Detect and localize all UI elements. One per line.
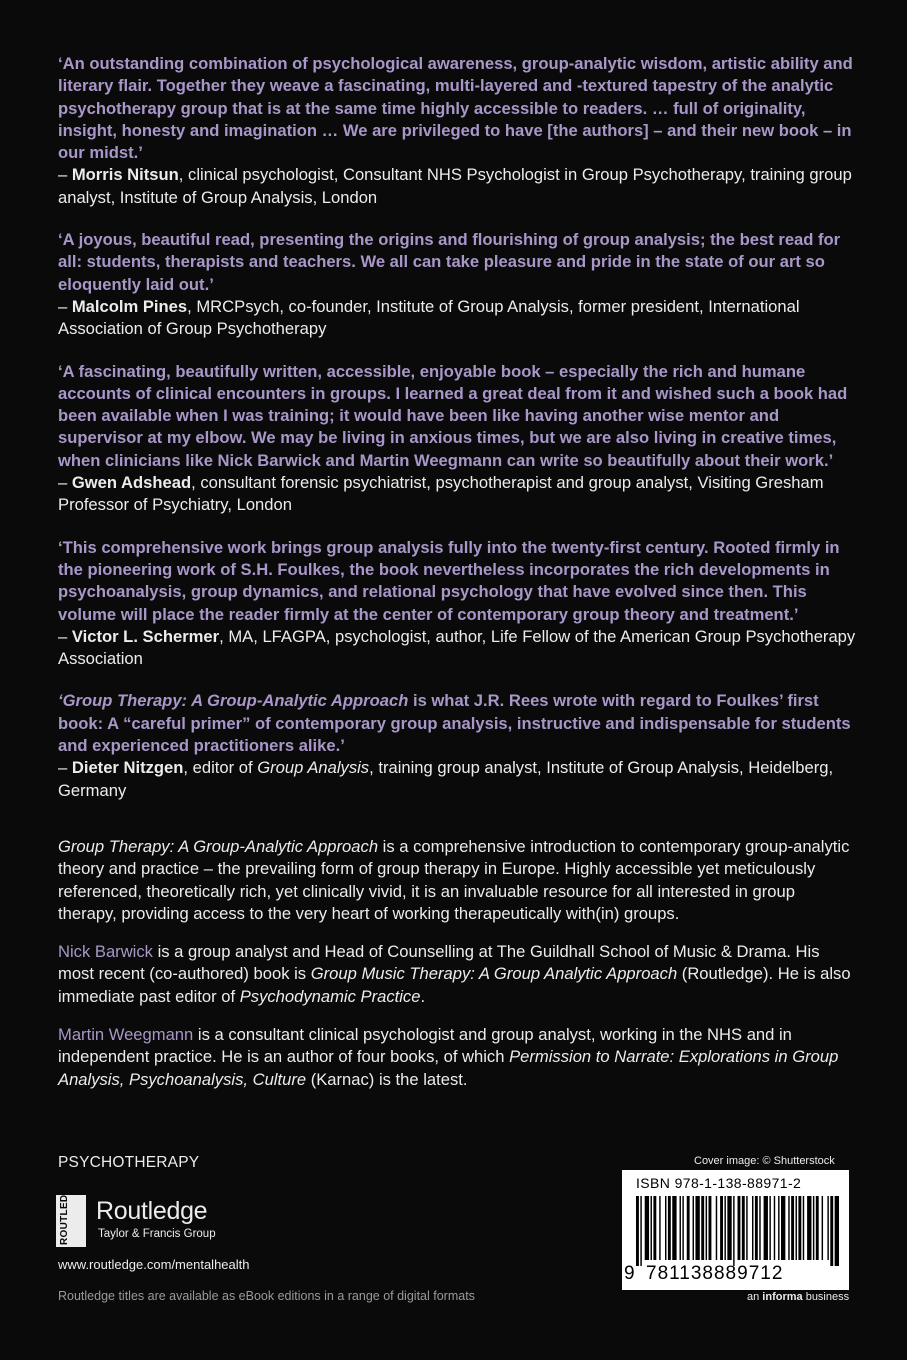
- barcode-bar: [788, 1196, 789, 1260]
- barcode-bar: [672, 1196, 676, 1260]
- barcode-bar: [764, 1196, 768, 1260]
- review-1: [58, 53, 858, 209]
- barcode-bar: [733, 1196, 734, 1266]
- barcode-bar: [645, 1196, 649, 1260]
- routledge-logo-mark: ROUTLEDGE: [56, 1195, 86, 1247]
- barcode-bar: [755, 1196, 758, 1260]
- routledge-logo: [56, 1179, 276, 1249]
- isbn-barcode: [622, 1170, 849, 1290]
- barcode-bar: [682, 1196, 683, 1260]
- barcode-bar: [653, 1196, 656, 1260]
- review-attribution: – Malcolm Pines, MRCPsych, co-founder, Institute of Group Analysis, former president, International Association of Group Psychotherapy: [58, 296, 800, 339]
- informa-business: an informa business: [747, 1291, 850, 1303]
- review-3: [58, 361, 858, 517]
- barcode-bar: [798, 1196, 801, 1260]
- review-attribution: – Morris Nitsun, clinical psychologist, Consultant NHS Psychologist in Group Psychotherapy, training group analyst, Institute of Group Analysis, London: [58, 165, 852, 207]
- book-description: Group Therapy: A Group-Analytic Approach is a comprehensive introduction to contemporary group-analytic theory and practice – the prevailing form of group therapy in Europe. Highly accessible yet meticulously referenced, theoretically rich, yet clinically vivid, it is an invaluable resource for all interested in group therapy, providing access to the very heart of working therapeutically with(in) groups.: [58, 836, 850, 923]
- barcode-bar: [680, 1196, 681, 1260]
- barcode-bar: [796, 1196, 797, 1260]
- publisher-group: Taylor & Francis Group: [98, 1228, 216, 1240]
- barcode-bar: [791, 1196, 794, 1260]
- barcode-bar: [659, 1196, 660, 1260]
- barcode-bar: [835, 1196, 839, 1266]
- barcode-bar: [727, 1196, 731, 1260]
- review-quote: ‘A fascinating, beautifully written, accessible, enjoyable book – especially the rich and humane accounts of clinical encounters in groups. I learned a great deal from it and wished such a book had been available when I was training; it would have been like having another wise mentor and supervisor at my elbow. We may be living in anxious times, but we are also living in creative times, when clinicians like Nick Barwick and Martin Weegmann can write so beautifully about their work.’: [58, 361, 848, 470]
- barcode-bar: [651, 1196, 652, 1260]
- cover-credit: Cover image: © Shutterstock: [694, 1155, 835, 1167]
- barcode-bar: [803, 1196, 804, 1260]
- barcode-bar: [816, 1196, 819, 1260]
- subject-category: PSYCHOTHERAPY: [58, 1154, 200, 1171]
- author-bio-weegmann: Martin Weegmann is a consultant clinical psychologist and group analyst, working in the NHS and in independent practice. He is an author of four books, of which Permission to Narrate: Explorations in Group Analysis, Psychoanalysis, Culture (Karnac) is the latest.: [58, 1024, 839, 1089]
- author-name: Martin Weegmann: [58, 1024, 194, 1044]
- barcode-bar: [695, 1196, 699, 1260]
- barcode-bar: [687, 1196, 690, 1260]
- barcode-bar: [759, 1196, 760, 1260]
- review-quote: ‘This comprehensive work brings group analysis fully into the twenty-first century. Rooted firmly in the pioneering work of S.H. Foulkes, the book nevertheless incorporates the rich developments in psychoanalysis, group dynamics, and relational psychology that have evolved since then. This volume will place the reader firmly at the center of contemporary group theory and treatment.’: [58, 537, 840, 624]
- barcode-bar: [778, 1196, 779, 1260]
- review-2: [58, 229, 858, 340]
- barcode-bar: [774, 1196, 775, 1260]
- review-attribution: – Gwen Adshead, consultant forensic psychiatrist, psychotherapist and group analyst, Visiting Gresham Professor of Psychiatry, London: [58, 473, 824, 515]
- reviewer-name: Malcolm Pines: [71, 296, 188, 316]
- reviewer-name: Victor L. Schermer: [71, 626, 220, 646]
- barcode-bar: [636, 1196, 639, 1266]
- reviewer-name: Dieter Nitzgen: [71, 758, 184, 778]
- barcode-bar: [769, 1196, 770, 1260]
- barcode-bar: [827, 1196, 828, 1260]
- barcode-bar: [813, 1196, 814, 1260]
- barcode-digits: 9 781138889712: [624, 1263, 784, 1284]
- review-quote: ‘A joyous, beautiful read, presenting the origins and flourishing of group analysis; the best read for all: students, therapists and teachers. We all can take pleasure and pride in the state of our art so eloquently laid out.’: [58, 230, 841, 294]
- barcode-bar: [781, 1196, 785, 1260]
- barcode-bar: [665, 1196, 666, 1260]
- review-attribution: – Victor L. Schermer, MA, LFAGPA, psychologist, author, Life Fellow of the American Group Psychotherapy Association: [58, 626, 856, 669]
- publisher-name: Routledge: [96, 1197, 208, 1225]
- barcode-bar: [822, 1196, 823, 1260]
- barcode-bar: [640, 1196, 641, 1266]
- barcode-bar: [701, 1196, 704, 1260]
- barcode-bar: [746, 1196, 747, 1260]
- isbn-label: ISBN 978-1-138-88971-2: [636, 1175, 802, 1191]
- barcode-bar: [693, 1196, 694, 1260]
- publisher-url[interactable]: www.routledge.com/mentalhealth: [58, 1257, 250, 1272]
- author-name: Nick Barwick: [58, 942, 153, 962]
- reviewer-name: Morris Nitsun: [71, 165, 179, 185]
- barcode-bar: [709, 1196, 712, 1260]
- barcode-bar: [807, 1196, 811, 1260]
- barcode-bar: [742, 1196, 745, 1260]
- review-4: [58, 537, 858, 671]
- review-quote: ‘Group Therapy: A Group-Analytic Approach is what J.R. Rees wrote with regard to Foulkes’ first book: A “careful primer” of contemporary group analysis, instructive and indispensable for students and experienced practitioners alike.’: [58, 691, 851, 756]
- barcode-bar: [706, 1196, 707, 1260]
- reviewer-name: Gwen Adshead: [71, 473, 192, 493]
- barcode-bars: [628, 1196, 843, 1266]
- review-quote: ‘An outstanding combination of psychological awareness, group-analytic wisdom, artistic ability and literary flair. Together they weave a fascinating, multi-layered and -textured tapestry of the analytic psychotherapy group that is at the same time highly accessible to readers. … full of originality, insight, honesty and imagination … We are privileged to have [the authors] – and their new book – in our midst.’: [58, 54, 853, 163]
- barcode-bar: [830, 1196, 833, 1266]
- barcode-bar: [752, 1196, 753, 1260]
- barcode-bar: [738, 1196, 741, 1260]
- ebook-note: Routledge titles are available as eBook editions in a range of digital formats: [58, 1289, 475, 1303]
- barcode-bar: [668, 1196, 671, 1260]
- review-attribution: – Dieter Nitzgen, editor of Group Analysis, training group analyst, Institute of Group Analysis, Heidelberg, Germany: [58, 758, 834, 800]
- barcode-bar: [720, 1196, 723, 1260]
- author-bio-barwick: Nick Barwick is a group analyst and Head of Counselling at The Guildhall School of Music & Drama. His most recent (co-authored) book is Group Music Therapy: A Group Analytic Approach (Routledge). He is also immediate past editor of Psychodynamic Practice.: [58, 942, 851, 1006]
- barcode-bar: [724, 1196, 725, 1260]
- back-cover-text: [58, 53, 858, 1107]
- review-5: [58, 690, 858, 801]
- barcode-bar: [716, 1196, 717, 1260]
